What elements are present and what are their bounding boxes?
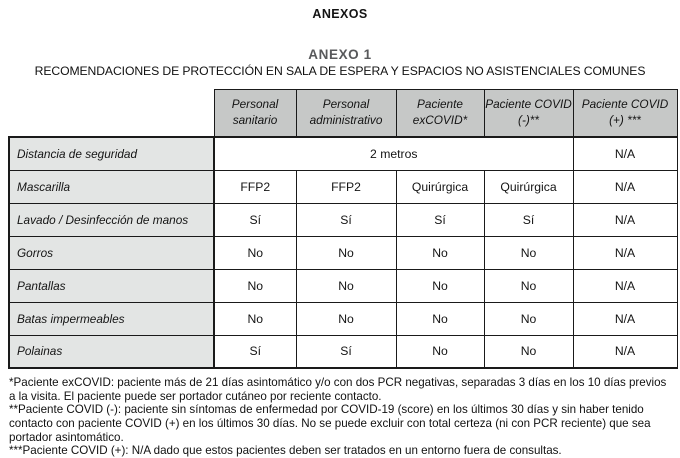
table-row xyxy=(9,335,677,368)
page-title: RECOMENDACIONES DE PROTECCIÓN EN SALA DE ESPERA Y ESPACIOS NO ASISTENCIALES COMUNES xyxy=(34,64,646,78)
table-row xyxy=(9,203,677,236)
row-label: Polainas xyxy=(9,335,214,368)
table-cell: Sí xyxy=(214,203,296,236)
row-label: Gorros xyxy=(9,236,214,269)
row-label: Pantallas xyxy=(9,269,214,302)
table-cell: No xyxy=(484,335,573,368)
table-row xyxy=(9,302,677,335)
column-header-personal-sanitario: Personal sanitario xyxy=(214,90,296,138)
table-row xyxy=(9,269,677,302)
corner-cell xyxy=(9,90,214,138)
table-cell: N/A xyxy=(573,137,677,170)
column-header-paciente-excovid: Paciente exCOVID* xyxy=(396,90,484,138)
table-row xyxy=(9,137,677,170)
table-cell: Sí xyxy=(484,203,573,236)
annex-label: ANEXO 1 xyxy=(308,47,372,62)
table-cell: FFP2 xyxy=(214,170,296,203)
recommendations-table xyxy=(8,89,678,369)
table-cell: No xyxy=(484,302,573,335)
table-cell: No xyxy=(484,269,573,302)
table-row xyxy=(9,236,677,269)
row-label: Lavado / Desinfección de manos xyxy=(9,203,214,236)
table-cell: No xyxy=(296,302,396,335)
table-cell: Quirúrgica xyxy=(484,170,573,203)
table-cell: Sí xyxy=(296,335,396,368)
table-cell: No xyxy=(214,236,296,269)
column-header-paciente-covid-negativo: Paciente COVID (-)** xyxy=(484,90,573,138)
footnote-covid-positivo: ***Paciente COVID (+): N/A dado que estos pacientes deben ser tratados en un entorno fuera de consultas. xyxy=(9,444,562,458)
row-label: Batas impermeables xyxy=(9,302,214,335)
table-cell: No xyxy=(214,302,296,335)
table-cell: N/A xyxy=(573,269,677,302)
column-header-personal-administrativo: Personal administrativo xyxy=(296,90,396,138)
header-row xyxy=(9,90,677,138)
table-body xyxy=(9,137,677,368)
column-header-paciente-covid-positivo: Paciente COVID (+) *** xyxy=(573,90,677,138)
footnotes xyxy=(9,376,672,458)
document-heading: ANEXOS xyxy=(312,7,368,21)
table-cell: No xyxy=(484,236,573,269)
table-cell: No xyxy=(396,236,484,269)
row-label: Distancia de seguridad xyxy=(9,137,214,170)
table-cell: No xyxy=(296,236,396,269)
footnote-excovid: *Paciente exCOVID: paciente más de 21 días asintomático y/o con dos PCR negativas, separadas 3 días en los 10 días previos a la visita. El paciente puede ser portador cutáneo por reciente contacto. xyxy=(9,376,667,403)
table-cell: N/A xyxy=(573,302,677,335)
table-cell: N/A xyxy=(573,335,677,368)
table-cell: N/A xyxy=(573,236,677,269)
footnote-covid-negativo: **Paciente COVID (-): paciente sin síntomas de enfermedad por COVID-19 (score) en los últimos 30 días y sin haber tenido contacto con paciente COVID (+) en los últimos 30 días. No se puede excluir con total certeza (ni con PCR reciente) que sea portador asintomático. xyxy=(9,403,651,444)
table-cell: Sí xyxy=(296,203,396,236)
table-cell: N/A xyxy=(573,203,677,236)
table-cell: No xyxy=(214,269,296,302)
row-label: Mascarilla xyxy=(9,170,214,203)
table-cell: No xyxy=(396,302,484,335)
table-cell: Sí xyxy=(214,335,296,368)
table-cell: No xyxy=(396,335,484,368)
table-row xyxy=(9,170,677,203)
table-cell: Quirúrgica xyxy=(396,170,484,203)
table-cell: Sí xyxy=(396,203,484,236)
table-cell: FFP2 xyxy=(296,170,396,203)
table-cell: N/A xyxy=(573,170,677,203)
table-cell: 2 metros xyxy=(214,137,573,170)
table-cell: No xyxy=(296,269,396,302)
table-cell: No xyxy=(396,269,484,302)
